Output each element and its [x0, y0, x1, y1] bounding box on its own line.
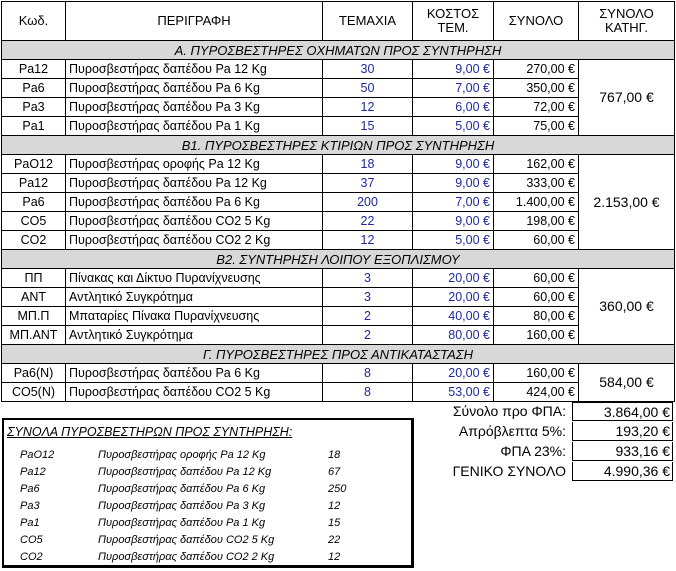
- row-code: PaO12: [2, 155, 66, 174]
- cost-table: [1, 1, 675, 402]
- table-row: [2, 307, 675, 326]
- total-label: ΦΠΑ 23%:: [500, 443, 566, 459]
- row-total: 350,00 €: [494, 79, 579, 98]
- summary-quantity: 22: [328, 534, 341, 546]
- header-total: ΣΥΝΟΛΟ: [494, 2, 579, 41]
- row-total: 60,00 €: [494, 288, 579, 307]
- table-row: [2, 155, 675, 174]
- row-unit-cost: 6,00 €: [413, 98, 494, 117]
- table-row: [2, 79, 675, 98]
- summary-quantity: 67: [328, 466, 341, 478]
- row-code: ΜΠ.Π: [2, 307, 66, 326]
- header-code: Κωδ.: [2, 2, 66, 41]
- row-unit-cost: 9,00 €: [413, 212, 494, 231]
- summary-description: Πυροσβεστήρας δαπέδου CO2 2 Kg: [98, 551, 275, 563]
- summary-description: Πυροσβεστήρας δαπέδου CO2 5 Kg: [98, 534, 275, 546]
- row-quantity: 18: [323, 155, 413, 174]
- row-description: Μπαταρίες Πίνακα Πυρανίχνευσης: [66, 307, 323, 326]
- row-code: Pa12: [2, 60, 66, 79]
- summary-description: Πυροσβεστήρας δαπέδου Pa 12 Kg: [98, 466, 272, 478]
- row-unit-cost: 40,00 €: [413, 307, 494, 326]
- total-label: Σύνολο προ ΦΠΑ:: [452, 403, 566, 419]
- section-title: Β1. ΠΥΡΟΣΒΕΣΤΗΡΕΣ ΚΤΙΡΙΩΝ ΠΡΟΣ ΣΥΝΤΗΡΗΣΗ: [2, 136, 675, 155]
- table-row: [2, 231, 675, 250]
- row-quantity: 2: [323, 326, 413, 345]
- summary-code: PaO12: [20, 449, 55, 461]
- summary-code: CO5: [20, 534, 43, 546]
- row-description: Πυροσβεστήρας δαπέδου Pa 6 Kg: [66, 364, 323, 383]
- table-row: [2, 364, 675, 383]
- section-title: Γ. ΠΥΡΟΣΒΕΣΤΗΡΕΣ ΠΡΟΣ ΑΝΤΙΚΑΤΑΣΤΑΣΗ: [2, 345, 675, 364]
- section-header: [2, 136, 675, 155]
- row-code: Pa6: [2, 193, 66, 212]
- row-total: 60,00 €: [494, 269, 579, 288]
- row-quantity: 50: [323, 79, 413, 98]
- summary-quantity: 12: [328, 551, 341, 563]
- table-row: [2, 212, 675, 231]
- category-total: 2.153,00 €: [579, 155, 675, 250]
- row-unit-cost: 7,00 €: [413, 193, 494, 212]
- table-row: [2, 383, 675, 402]
- row-unit-cost: 9,00 €: [413, 155, 494, 174]
- row-description: Πυροσβεστήρας δαπέδου Pa 1 Kg: [66, 117, 323, 136]
- row-description: Αντλητικό Συγκρότημα: [66, 288, 323, 307]
- row-unit-cost: 9,00 €: [413, 60, 494, 79]
- section-title: Β2. ΣΥΝΤΗΡΗΣΗ ΛΟΙΠΟΥ ΕΞΟΠΛΙΣΜΟΥ: [2, 250, 675, 269]
- row-quantity: 3: [323, 288, 413, 307]
- summary-title: ΣΥΝΟΛΑ ΠΥΡΟΣΒΕΣΤΗΡΩΝ ΠΡΟΣ ΣΥΝΤΗΡΗΣΗ:: [7, 425, 293, 439]
- summary-description: Πυροσβεστήρας οροφής Pa 12 Kg: [98, 449, 266, 461]
- header-row: [2, 2, 675, 41]
- row-unit-cost: 5,00 €: [413, 231, 494, 250]
- row-quantity: 3: [323, 269, 413, 288]
- table-row: [2, 269, 675, 288]
- row-quantity: 12: [323, 231, 413, 250]
- row-code: ΜΠ.ΑΝΤ: [2, 326, 66, 345]
- row-unit-cost: 80,00 €: [413, 326, 494, 345]
- total-row: [420, 461, 674, 481]
- row-description: Πυροσβεστήρας δαπέδου Pa 12 Kg: [66, 174, 323, 193]
- row-total: 160,00 €: [494, 326, 579, 345]
- total-value: 193,20 €: [572, 422, 673, 441]
- table-row: [2, 326, 675, 345]
- summary-quantity: 12: [328, 500, 341, 512]
- header-description: ΠΕΡΙΓΡΑΦΗ: [66, 2, 323, 41]
- row-unit-cost: 7,00 €: [413, 79, 494, 98]
- row-unit-cost: 5,00 €: [413, 117, 494, 136]
- total-row: [420, 401, 674, 421]
- section-header: [2, 345, 675, 364]
- row-code: Pa6: [2, 79, 66, 98]
- row-code: Pa1: [2, 117, 66, 136]
- row-code: CO5(N): [2, 383, 66, 402]
- row-code: Pa12: [2, 174, 66, 193]
- row-unit-cost: 20,00 €: [413, 269, 494, 288]
- total-value: 933,16 €: [572, 442, 673, 461]
- row-description: Αντλητικό Συγκρότημα: [66, 326, 323, 345]
- summary-quantity: 18: [328, 449, 341, 461]
- row-description: Πυροσβεστήρας δαπέδου CO2 5 Kg: [66, 212, 323, 231]
- row-description: Πυροσβεστήρας δαπέδου Pa 3 Kg: [66, 98, 323, 117]
- summary-description: Πυροσβεστήρας δαπέδου Pa 3 Kg: [98, 500, 266, 512]
- row-total: 60,00 €: [494, 231, 579, 250]
- summary-description: Πυροσβεστήρας δαπέδου Pa 6 Kg: [98, 483, 266, 495]
- section-header: [2, 41, 675, 60]
- summary-code: CO2: [20, 551, 43, 563]
- row-unit-cost: 20,00 €: [413, 288, 494, 307]
- total-row: [420, 421, 674, 441]
- section-title: Α. ΠΥΡΟΣΒΕΣΤΗΡΕΣ ΟΧΗΜΑΤΩΝ ΠΡΟΣ ΣΥΝΤΗΡΗΣΗ: [2, 41, 675, 60]
- row-quantity: 8: [323, 383, 413, 402]
- row-quantity: 37: [323, 174, 413, 193]
- table-row: [2, 193, 675, 212]
- summary-quantity: 250: [328, 483, 347, 495]
- table-row: [2, 98, 675, 117]
- row-quantity: 22: [323, 212, 413, 231]
- summary-quantity: 15: [328, 517, 341, 529]
- section-header: [2, 250, 675, 269]
- row-quantity: 8: [323, 364, 413, 383]
- category-total: 584,00 €: [579, 364, 675, 402]
- summary-description: Πυροσβεστήρας δαπέδου Pa 1 Kg: [98, 517, 266, 529]
- table-row: [2, 288, 675, 307]
- row-description: Πυροσβεστήρας δαπέδου Pa 6 Kg: [66, 193, 323, 212]
- row-description: Πυροσβεστήρας δαπέδου Pa 6 Kg: [66, 79, 323, 98]
- row-total: 80,00 €: [494, 307, 579, 326]
- header-category-total: ΣΥΝΟΛΟ ΚΑΤΗΓ.: [579, 2, 675, 41]
- row-description: Πυροσβεστήρας δαπέδου CO2 2 Kg: [66, 231, 323, 250]
- row-total: 333,00 €: [494, 174, 579, 193]
- row-total: 198,00 €: [494, 212, 579, 231]
- summary-code: Pa3: [20, 500, 40, 512]
- row-description: Πίνακας και Δίκτυο Πυρανίχνευσης: [66, 269, 323, 288]
- summary-box: [2, 418, 414, 568]
- row-unit-cost: 53,00 €: [413, 383, 494, 402]
- row-code: ΑΝΤ: [2, 288, 66, 307]
- row-total: 160,00 €: [494, 364, 579, 383]
- row-description: Πυροσβεστήρας οροφής Pa 12 Kg: [66, 155, 323, 174]
- row-total: 75,00 €: [494, 117, 579, 136]
- total-row: [420, 441, 674, 461]
- table-row: [2, 174, 675, 193]
- row-code: Pa6(N): [2, 364, 66, 383]
- header-quantity: ΤΕΜΑΧΙΑ: [323, 2, 413, 41]
- row-quantity: 30: [323, 60, 413, 79]
- total-value: 4.990,36 €: [572, 462, 673, 481]
- total-value: 3.864,00 €: [572, 402, 673, 421]
- row-quantity: 15: [323, 117, 413, 136]
- row-total: 162,00 €: [494, 155, 579, 174]
- summary-code: Pa1: [20, 517, 40, 529]
- row-quantity: 12: [323, 98, 413, 117]
- row-unit-cost: 9,00 €: [413, 174, 494, 193]
- row-total: 72,00 €: [494, 98, 579, 117]
- row-total: 270,00 €: [494, 60, 579, 79]
- summary-code: Pa6: [20, 483, 40, 495]
- row-description: Πυροσβεστήρας δαπέδου Pa 12 Kg: [66, 60, 323, 79]
- grand-totals: [420, 401, 674, 481]
- row-total: 424,00 €: [494, 383, 579, 402]
- row-quantity: 2: [323, 307, 413, 326]
- table-row: [2, 117, 675, 136]
- row-quantity: 200: [323, 193, 413, 212]
- summary-code: Pa12: [20, 466, 46, 478]
- row-code: CO5: [2, 212, 66, 231]
- row-code: ΠΠ: [2, 269, 66, 288]
- header-unit-cost: ΚΟΣΤΟΣ ΤΕΜ.: [413, 2, 494, 41]
- category-total: 767,00 €: [579, 60, 675, 136]
- row-code: CO2: [2, 231, 66, 250]
- total-label: ΓΕΝΙΚΟ ΣΥΝΟΛΟ: [452, 463, 566, 479]
- category-total: 360,00 €: [579, 269, 675, 345]
- total-label: Απρόβλεπτα 5%:: [458, 423, 566, 439]
- row-description: Πυροσβεστήρας δαπέδου CO2 5 Kg: [66, 383, 323, 402]
- row-code: Pa3: [2, 98, 66, 117]
- row-unit-cost: 20,00 €: [413, 364, 494, 383]
- row-total: 1.400,00 €: [494, 193, 579, 212]
- table-row: [2, 60, 675, 79]
